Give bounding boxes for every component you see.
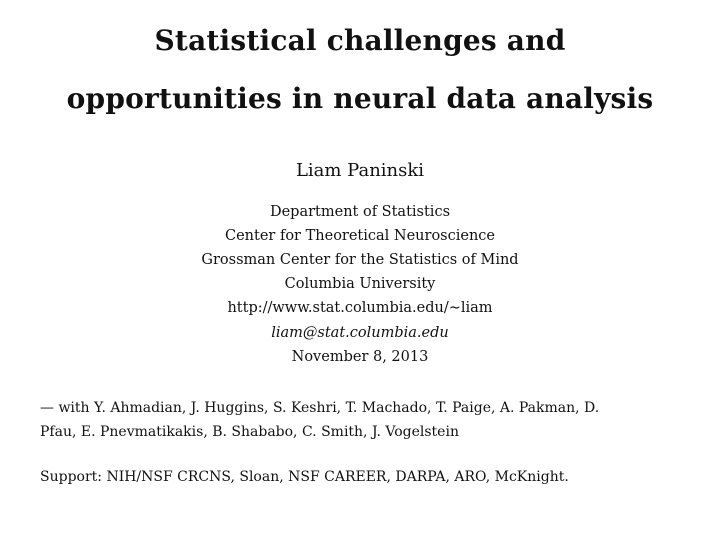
author-name: Liam Paninski	[295, 160, 425, 181]
affiliation-center: Center for Theoretical Neuroscience	[225, 228, 495, 244]
affiliation-grossman: Grossman Center for the Statistics of Mind	[201, 252, 519, 268]
title-line-1: Statistical challenges and	[154, 24, 566, 57]
affiliation-university: Columbia University	[284, 276, 436, 292]
homepage-url: http://www.stat.columbia.edu/∼liam	[227, 300, 493, 316]
affiliation-department: Department of Statistics	[269, 204, 451, 220]
title-line-2: opportunities in neural data analysis	[66, 82, 654, 115]
collaborators-line-1: — with Y. Ahmadian, J. Huggins, S. Keshri, T. Machado, T. Paige, A. Pakman, D.	[40, 400, 600, 416]
support-statement: Support: NIH/NSF CRCNS, Sloan, NSF CAREER, DARPA, ARO, McKnight.	[40, 469, 569, 485]
presentation-date: November 8, 2013	[291, 349, 429, 365]
author-email: liam@stat.columbia.edu	[271, 325, 449, 341]
collaborators-line-2: Pfau, E. Pnevmatikakis, B. Shababo, C. Smith, J. Vogelstein	[40, 424, 459, 440]
